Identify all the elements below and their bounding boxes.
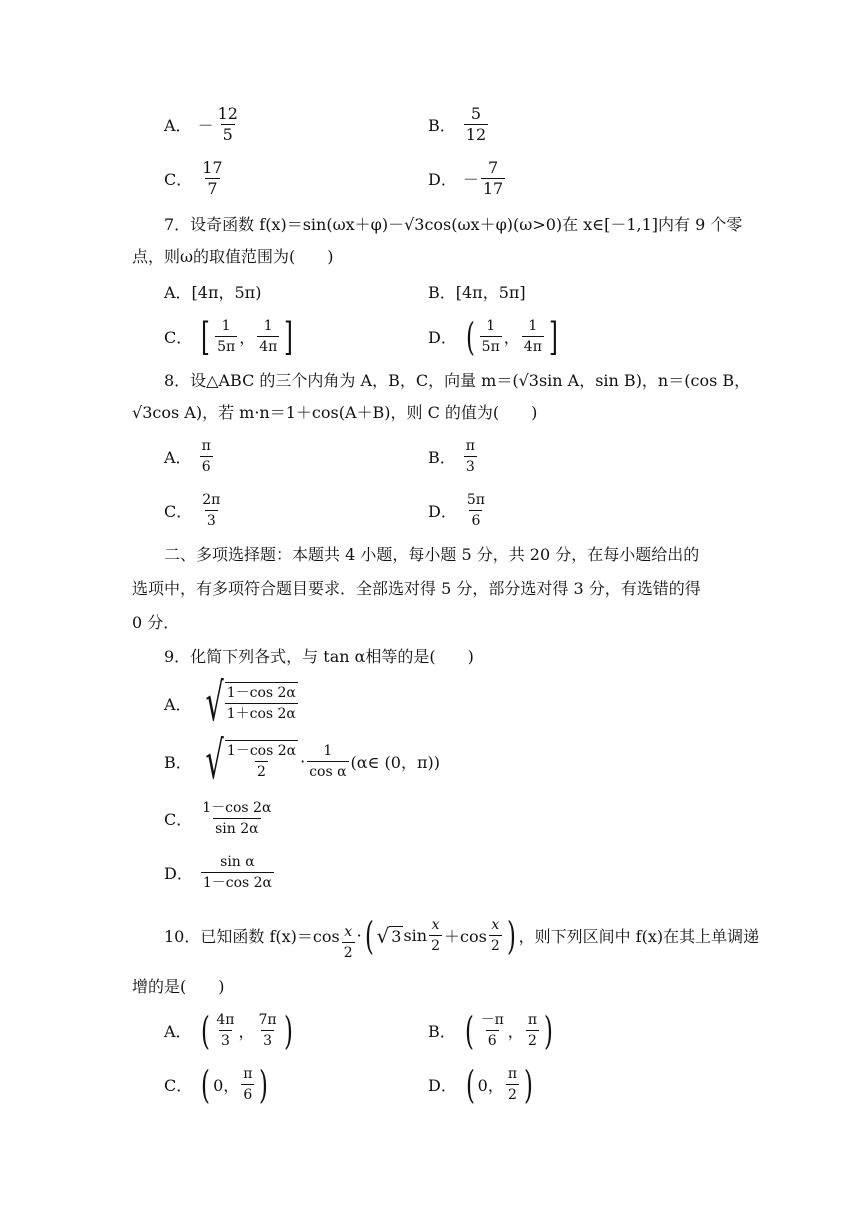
right-bracket: ] (284, 314, 294, 359)
fraction: $\frac{\pi}{2}$ (527, 1012, 538, 1049)
section2-header-line2: 选项中，有多项符合题目要求．全部选对得 5 分，部分选对得 3 分，有选错的得 (132, 579, 701, 598)
fraction: $\frac{17}{7}$ (202, 158, 223, 198)
right-paren: ) (524, 1062, 533, 1107)
left-paren: ( (464, 1008, 474, 1053)
q10-stem-line1: 10．已知函数 f(x)＝cos $\frac{x}{2}$ · ( √ 3 sin $\frac{x}{2}$ ＋cos $\frac{x}{2}$ ) ，则下列区间中 f(x)在其上单调递 (164, 913, 760, 961)
q10-option-a: A． ( $\frac{4\pi}{3}$ ， $\frac{7\pi}{3}$ ) (164, 1008, 293, 1053)
fraction: $\frac{7\pi}{3}$ (258, 1012, 277, 1049)
fraction: $\frac{2\pi}{3}$ (202, 492, 221, 529)
left-bracket: [ (201, 314, 211, 359)
fraction: $\frac{1-\cos 2\alpha}{2}$ (225, 740, 298, 782)
q9-option-a: A． √ $\frac{1-\cos 2\alpha}{1+\cos 2\alpha}$ (164, 673, 296, 733)
sqrt-icon: √ (205, 731, 224, 791)
fraction: $\frac{7}{17}$ (482, 158, 504, 198)
q7-stem-line2: 点，则ω的取值范围为( ) (132, 247, 334, 266)
q8-option-d: D． $\frac{5\pi}{6}$ (428, 492, 485, 529)
left-paren: ( (364, 913, 374, 958)
fraction: $\frac{1-\cos 2\alpha}{\sin 2\alpha}$ (202, 800, 272, 837)
sqrt-radicand: 3 (391, 926, 402, 946)
q8-stem-line1: 8．设△ABC 的三个内角为 A，B，C，向量 m＝(√3sin A，sin B)，n＝(cos B， (164, 371, 751, 390)
fraction: $\frac{1}{5\pi}$ (481, 318, 500, 355)
fraction: $\frac{5}{12}$ (465, 104, 487, 144)
q9-option-d: D． $\frac{\text{sin α}}{1-\cos 2\alpha}$ (164, 854, 273, 891)
q9-stem: 9．化简下列各式，与 tan α相等的是( ) (164, 647, 474, 666)
fraction: $\frac{-\pi}{6}$ (480, 1012, 504, 1049)
q10-option-d: D． ( 0， $\frac{\pi}{2}$ ) (428, 1062, 533, 1107)
q6-option-b: B． $\frac{5}{12}$ (428, 104, 487, 144)
fraction: $\frac{x}{2}$ (431, 917, 441, 954)
right-paren: ) (506, 913, 516, 958)
right-bracket: ] (548, 314, 558, 359)
q7-option-d: D． ( $\frac{1}{5\pi}$ ， $\frac{1}{4\pi}$ ] (428, 314, 558, 359)
section2-header-line3: 0 分． (132, 613, 180, 632)
left-paren: ( (200, 1008, 210, 1053)
sqrt-icon: √ (376, 923, 390, 948)
sqrt-icon: √ (205, 673, 224, 733)
q9-option-c: C． $\frac{1-\cos 2\alpha}{\sin 2\alpha}$ (164, 800, 272, 837)
fraction: $\frac{1-\cos 2\alpha}{1+\cos 2\alpha}$ (225, 682, 298, 724)
fraction: $\frac{\pi}{2}$ (507, 1066, 518, 1103)
section2-header-line1: 二、多项选择题：本题共 4 小题，每小题 5 分，共 20 分，在每小题给出的 (164, 545, 700, 564)
q8-stem-line2: √3cos A)，若 m·n＝1＋cos(A＋B)，则 C 的值为( ) (132, 403, 538, 422)
right-paren: ) (259, 1062, 269, 1107)
left-paren: ( (465, 314, 475, 359)
fraction: $\frac{4\pi}{3}$ (216, 1012, 235, 1049)
right-paren: ) (543, 1008, 553, 1053)
fraction: $\frac{\pi}{6}$ (243, 1066, 253, 1103)
q7-stem-line1: 7．设奇函数 f(x)＝sin(ωx＋φ)－√3cos(ωx＋φ)(ω>0)在 x∈[－1,1]内有 9 个零 (164, 215, 743, 234)
q10-option-b: B． ( $\frac{-\pi}{6}$ ， $\frac{\pi}{2}$ ) (428, 1008, 553, 1053)
right-paren: ) (283, 1008, 293, 1053)
q6-option-d: D． － $\frac{7}{17}$ (428, 158, 504, 198)
q10-stem-line2: 增的是( ) (132, 977, 225, 996)
fraction: $\frac{\pi}{6}$ (201, 438, 211, 475)
q9-option-b: B． √ $\frac{1-\cos 2\alpha}{2}$ · $\frac{1}{\text{cos α}}$ (α∈ (0，π)) (164, 731, 440, 791)
fraction: $\frac{12}{5}$ (217, 104, 238, 144)
q6-option-a: A． － $\frac{12}{5}$ (164, 104, 238, 144)
q7-option-a: A．[4π，5π) (164, 283, 262, 302)
left-paren: ( (465, 1062, 475, 1107)
fraction: $\frac{1}{4\pi}$ (259, 318, 278, 355)
q8-option-a: A． $\frac{\pi}{6}$ (164, 438, 211, 475)
q7-option-c: C． [ $\frac{1}{5\pi}$ ， $\frac{1}{4\pi}$ ] (164, 314, 294, 359)
fraction: $\frac{1}{4\pi}$ (523, 318, 542, 355)
q7-option-b: B．[4π，5π] (428, 283, 526, 302)
q8-option-c: C． $\frac{2\pi}{3}$ (164, 492, 221, 529)
fraction: $\frac{x}{2}$ (490, 917, 500, 954)
q10-option-c: C． ( 0， $\frac{\pi}{6}$ ) (164, 1062, 269, 1107)
fraction: $\frac{5\pi}{6}$ (466, 492, 485, 529)
q8-option-b: B． $\frac{\pi}{3}$ (428, 438, 475, 475)
fraction: $\frac{1}{5\pi}$ (217, 318, 236, 355)
q6-option-c: C． $\frac{17}{7}$ (164, 158, 223, 198)
fraction: $\frac{1}{\text{cos α}}$ (309, 742, 347, 780)
fraction: $\frac{x}{2}$ (343, 924, 353, 961)
fraction: $\frac{\pi}{3}$ (465, 438, 475, 475)
left-paren: ( (201, 1062, 211, 1107)
fraction: $\frac{\text{sin α}}{1-\cos 2\alpha}$ (202, 854, 273, 891)
